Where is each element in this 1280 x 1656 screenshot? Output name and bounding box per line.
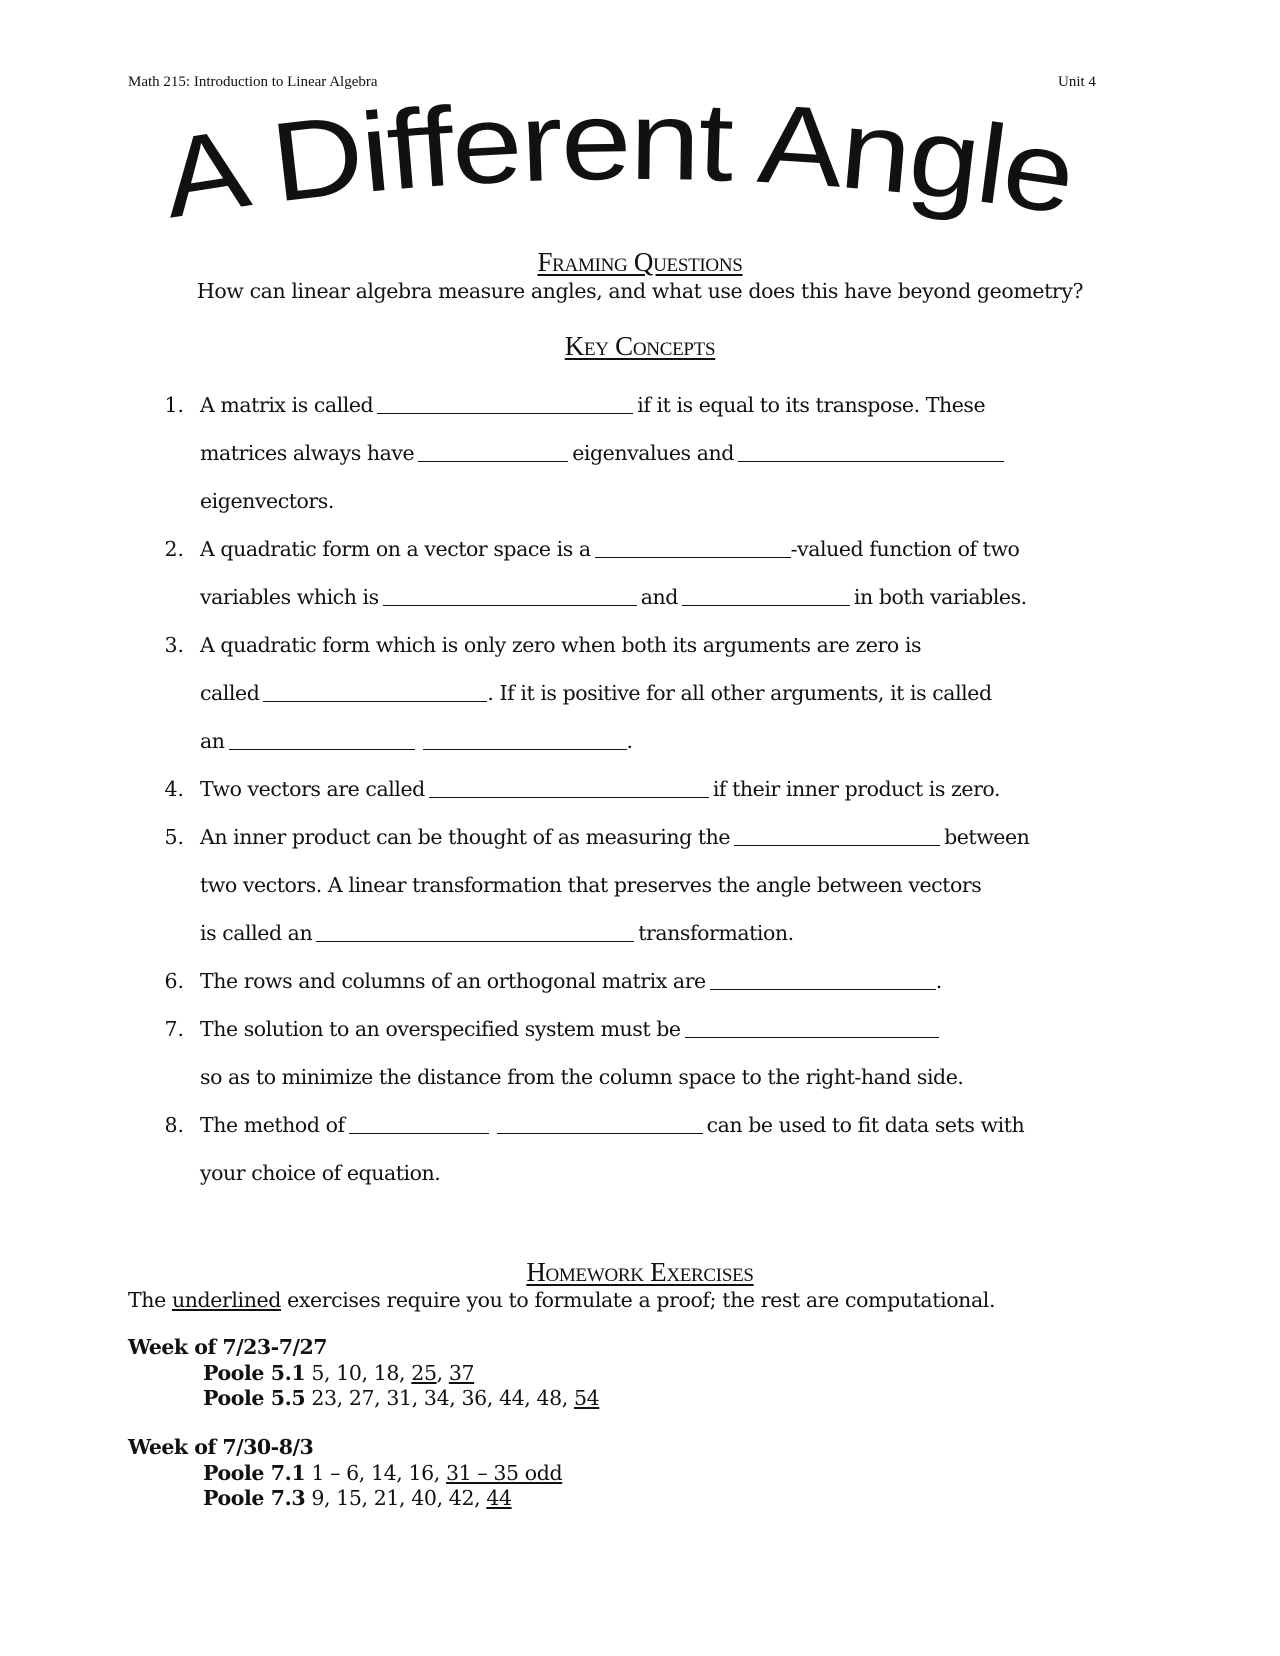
svg-text:A Different Angle [154,78,1080,242]
item-text: if their inner product is zero. [712,777,1001,801]
fill-blank[interactable] [429,775,709,798]
book-section: Poole 7.1 [203,1461,306,1485]
homework-row [203,1486,512,1510]
item-text: The method of [200,1113,345,1137]
item-text: -valued function of two [790,537,1020,561]
proof-exercise: 31 – 35 odd [446,1461,563,1485]
fill-blank[interactable] [229,727,415,750]
week-label: Week of 7/30-8/3 [128,1435,314,1459]
week-label: Week of 7/23-7/27 [128,1335,327,1359]
list-item-line [200,1158,440,1188]
fill-blank[interactable] [685,1015,939,1038]
title-text: A Different Angle [154,77,1074,242]
item-text: The rows and columns of an orthogonal matrix are [200,969,706,993]
homework-row: Poole 5.1 5, 10, 18, 25, 37 [203,1361,475,1385]
item-text: so as to minimize the distance from the column space to the right-hand side. [200,1065,964,1089]
list-item-line [200,822,1029,852]
book-section: Poole 7.3 [203,1486,306,1510]
item-text: called [200,681,260,705]
computational-exercises: 9, 15, 21, 40, 42, [311,1486,481,1510]
item-text: variables which is [200,585,379,609]
homework-row [203,1386,599,1410]
item-number: 4. [164,777,184,801]
list-item-line [200,726,633,756]
fill-blank[interactable] [497,1111,703,1134]
item-number: 5. [164,825,184,849]
homework-heading: Homework Exercises [526,1257,754,1287]
computational-exercises: 1 – 6, 14, 16, [311,1461,440,1485]
item-number: 2. [164,537,184,561]
note-text: exercises require you to formulate a proof; the rest are computational. [287,1288,996,1312]
note-underlined-text: underlined [171,1288,281,1312]
item-text: . [935,969,942,993]
list-item-line [200,582,1027,612]
unit-header: Unit 4 [1058,74,1096,90]
homework-row [203,1461,562,1485]
computational-exercises: 23, 27, 31, 34, 36, 44, 48, [311,1386,568,1410]
fill-blank[interactable] [377,391,633,414]
item-text: eigenvectors. [200,489,334,513]
proof-exercise: 37 [448,1361,475,1385]
item-text: if it is equal to its transpose. These [637,393,986,417]
framing-question: How can linear algebra measure angles, and what use does this have beyond geometry? [196,279,1084,303]
fill-blank[interactable] [316,919,634,942]
list-item-line [200,534,1019,564]
list-item-line [200,390,985,420]
list-item-line [200,1062,963,1092]
fill-blank[interactable] [738,439,1004,462]
course-header: Math 215: Introduction to Linear Algebra [128,74,378,90]
item-text: eigenvalues and [572,441,734,465]
list-item-line [200,630,921,660]
fill-blank[interactable] [595,535,791,558]
item-text: in both variables. [853,585,1027,609]
item-text: matrices always have [200,441,415,465]
item-number: 7. [164,1017,184,1041]
fill-blank[interactable] [383,583,637,606]
list-item-line [200,870,981,900]
key-concepts-heading: Key Concepts [564,331,716,361]
proof-exercise: 25 [411,1361,437,1385]
fill-blank[interactable] [423,727,627,750]
fill-blank[interactable] [710,967,936,990]
book-section: Poole 5.5 [203,1386,306,1410]
item-text: A quadratic form which is only zero when both its arguments are zero is [200,633,922,657]
framing-questions-heading: Framing Questions [537,247,743,277]
item-text: an [200,729,225,753]
list-item-line [200,678,992,708]
computational-exercises: 5, 10, 18, [311,1361,406,1385]
item-text: . If it is positive for all other arguments, it is called [487,681,992,705]
item-number: 3. [164,633,184,657]
item-number: 8. [164,1113,184,1137]
proof-exercise: 44 [486,1486,512,1510]
item-text: The solution to an overspecified system must be [200,1017,681,1041]
proof-exercise: 54 [574,1386,600,1410]
item-text: A quadratic form on a vector space is a [200,537,591,561]
homework-note [128,1288,995,1312]
list-item-line [200,1014,943,1044]
note-text: The [128,1288,166,1312]
item-text: transformation. [638,921,794,945]
item-text: and [640,585,678,609]
item-number: 6. [164,969,184,993]
item-text: An inner product can be thought of as measuring the [200,825,731,849]
item-text: Two vectors are called [200,777,425,801]
fill-blank[interactable] [682,583,850,606]
fill-blank[interactable] [349,1111,489,1134]
item-text: your choice of equation. [200,1161,441,1185]
item-text: two vectors. A linear transformation that preserves the angle between vectors [200,873,982,897]
item-text: is called an [200,921,313,945]
fill-blank[interactable] [263,679,487,702]
list-item-line [200,918,794,948]
list-item-line [200,1110,1024,1140]
list-item-line [200,774,1000,804]
item-number: 1. [164,393,184,417]
list-item-line [200,486,334,516]
item-text: between [944,825,1030,849]
list-item-line [200,438,1008,468]
list-item-line [200,966,942,996]
fill-blank[interactable] [734,823,940,846]
fill-blank[interactable] [418,439,568,462]
item-text: . [626,729,633,753]
item-text: A matrix is called [200,393,374,417]
item-text: can be used to fit data sets with [706,1113,1025,1137]
book-section: Poole 5.1 [203,1361,306,1385]
